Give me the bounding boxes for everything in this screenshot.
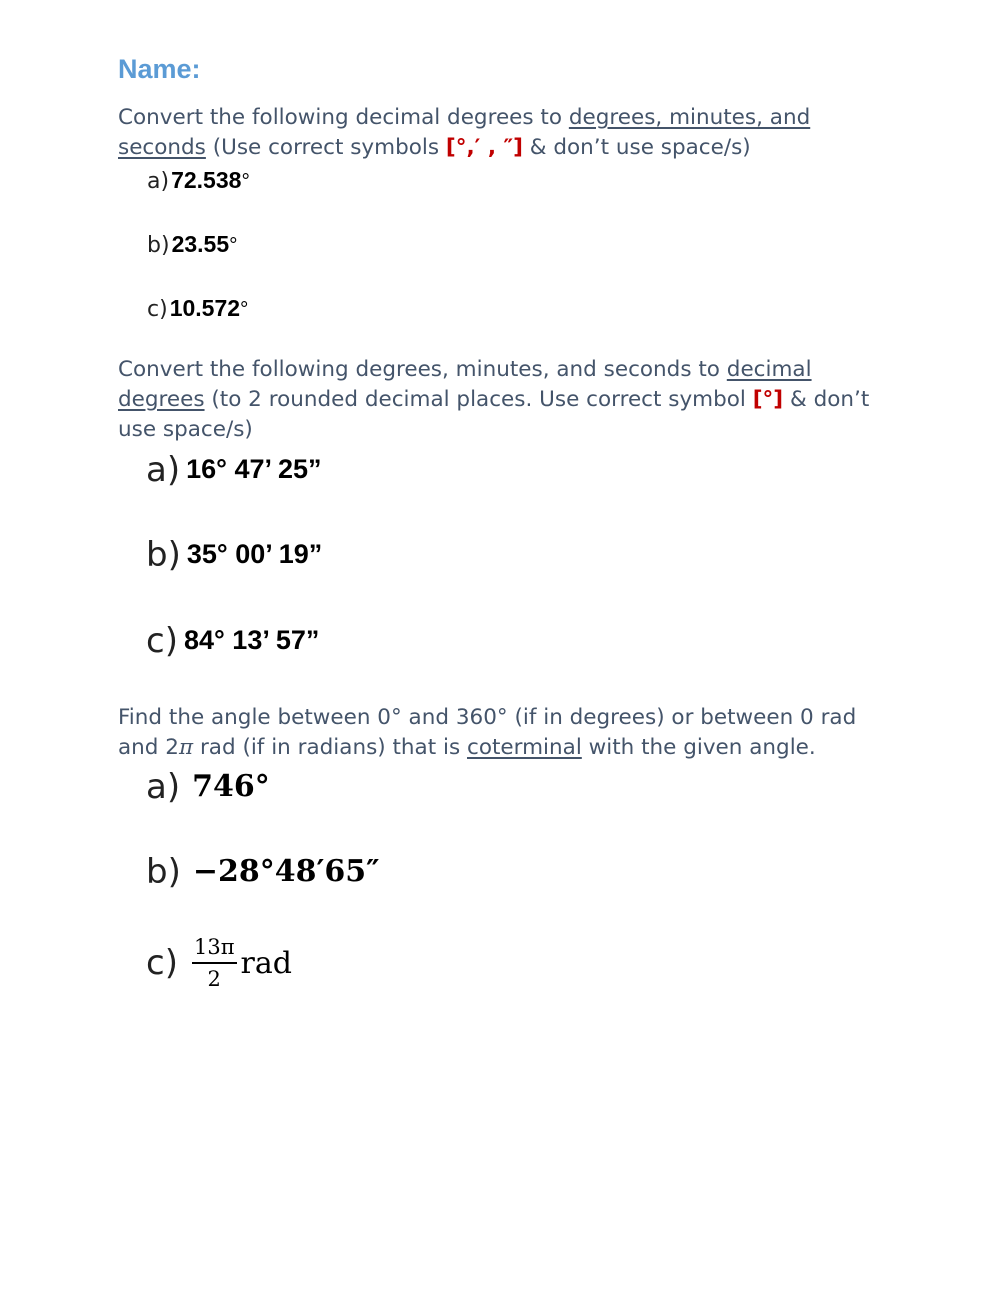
section3-instructions: Find the angle between 0° and 360° (if in degrees) or between 0 rad and 2π rad (if in radians) that is coterminal with the given angle. (118, 705, 857, 760)
s3-item-b: b) −28°48′65″ (146, 852, 380, 892)
s1-item-c: c)10.572° (147, 295, 249, 322)
s1-item-a: a)72.538° (147, 167, 250, 194)
s2-item-a: a) 16° 47’ 25” (146, 450, 322, 490)
s2-item-c: c) 84° 13’ 57” (146, 621, 320, 661)
fraction: $\frac{13\pi}{2}$ (193, 935, 235, 991)
section2-instructions: Convert the following degrees, minutes, and seconds to decimal degrees (to 2 rounded decimal places. Use correct symbol [°] & don’t use space/s) (118, 357, 870, 442)
name-label: Name: (118, 54, 201, 84)
section1-instructions: Convert the following decimal degrees to degrees, minutes, and seconds (Use correct symbols [°,′ , ″] & don’t use space/s) (118, 105, 811, 160)
s3-item-c: c) $\frac{13\pi}{2}$ rad (146, 935, 292, 991)
s2-item-b: b) 35° 00’ 19” (146, 535, 323, 575)
s3-item-a: a) 746° (146, 767, 270, 807)
s1-item-b: b)23.55° (147, 231, 238, 258)
